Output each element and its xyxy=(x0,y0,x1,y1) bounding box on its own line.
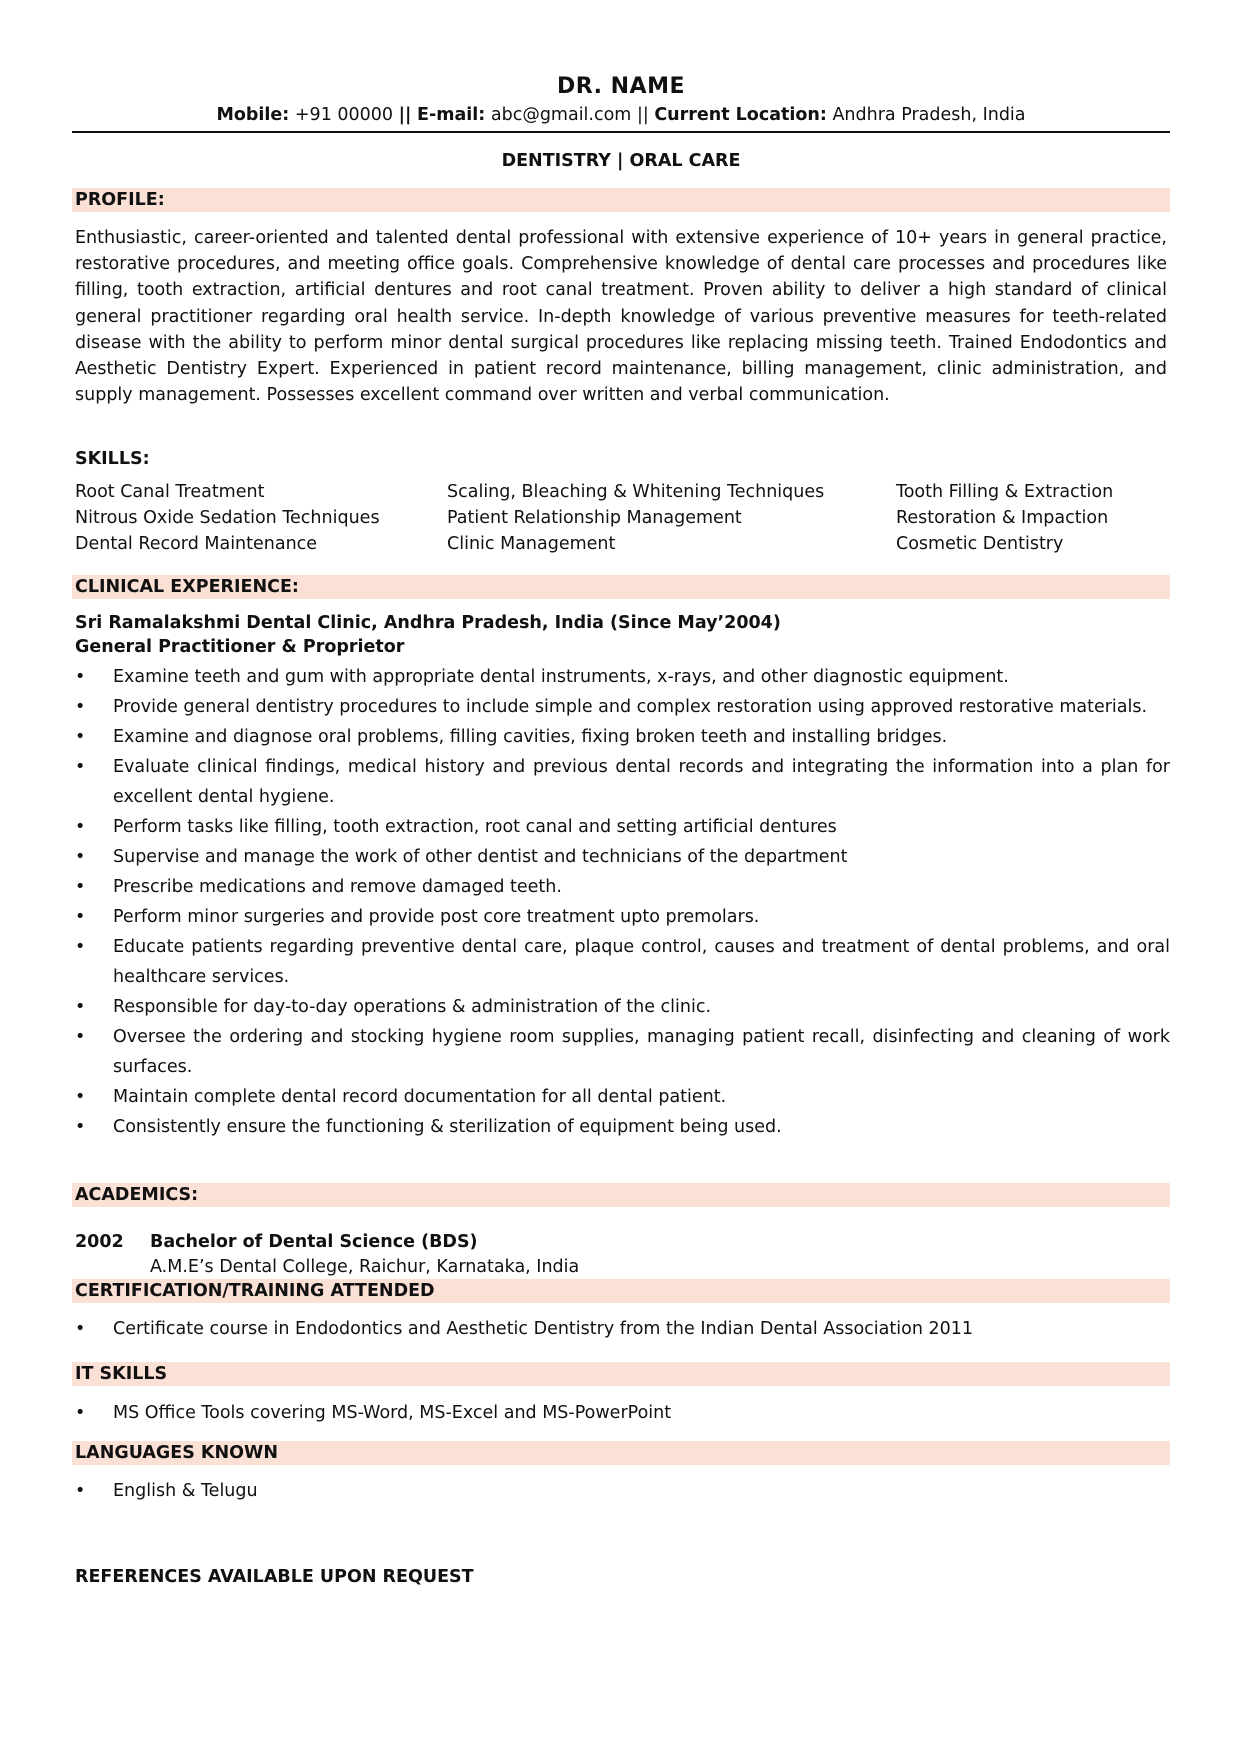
languages-bullet-list xyxy=(72,1476,1170,1506)
skill-item: Nitrous Oxide Sedation Techniques xyxy=(75,508,380,528)
job-title: General Practitioner & Proprietor xyxy=(75,637,405,657)
list-item: • Examine and diagnose oral problems, filling cavities, fixing broken teeth and installing bridges. xyxy=(72,722,1170,752)
list-item: • Evaluate clinical findings, medical history and previous dental records and integrating the information into a plan for excellent dental hygiene. xyxy=(72,752,1170,812)
list-item: • English & Telugu xyxy=(72,1476,1170,1506)
contact-line xyxy=(72,105,1170,125)
section-heading-profile: PROFILE: xyxy=(72,188,1170,212)
profile-summary: Enthusiastic, career-oriented and talented dental professional with extensive experience of 10+ years in general practice, restorative procedures, and meeting office goals. Comprehensive knowledge of dental care processes and procedures like filling, tooth extraction, artificial dentures and root canal treatment. Proven ability to deliver a high standard of clinical general practitioner regarding oral health service. In-depth knowledge of various preventive measures for teeth-related disease with the ability to perform minor dental surgical procedures like replacing missing teeth. Trained Endodontics and Aesthetic Dentistry Expert. Experienced in patient record maintenance, billing management, clinic administration, and supply management. Possesses excellent command over written and verbal communication. xyxy=(75,228,1167,406)
skill-item: Scaling, Bleaching & Whitening Techniques xyxy=(447,482,825,502)
it-skills-bullet-list xyxy=(72,1398,1170,1428)
candidate-name: DR. NAME xyxy=(557,74,685,99)
section-heading-it-skills: IT SKILLS xyxy=(72,1362,1170,1386)
skill-item: Patient Relationship Management xyxy=(447,508,742,528)
email-value: abc@gmail.com xyxy=(490,105,632,125)
location-value: Andhra Pradesh, India xyxy=(832,105,1026,125)
list-item: • Certificate course in Endodontics and Aesthetic Dentistry from the Indian Dental Association 2011 xyxy=(72,1314,1170,1344)
education-institution: A.M.E’s Dental College, Raichur, Karnataka, India xyxy=(150,1257,580,1277)
list-item: • Consistently ensure the functioning & sterilization of equipment being used. xyxy=(72,1112,1170,1142)
skill-item: Dental Record Maintenance xyxy=(75,534,318,554)
separator: || xyxy=(636,105,649,125)
skill-item: Clinic Management xyxy=(447,534,616,554)
section-heading-languages: LANGUAGES KNOWN xyxy=(72,1441,1170,1465)
domain-title: DENTISTRY | ORAL CARE xyxy=(501,151,741,171)
skill-item: Root Canal Treatment xyxy=(75,482,265,502)
list-item: • Provide general dentistry procedures to include simple and complex restoration using approved restorative materials. xyxy=(72,692,1170,722)
list-item: • Perform minor surgeries and provide post core treatment upto premolars. xyxy=(72,902,1170,932)
employer-line: Sri Ramalakshmi Dental Clinic, Andhra Pradesh, India (Since May’2004) xyxy=(75,613,781,633)
mobile-value: +91 00000 xyxy=(294,105,394,125)
list-item: • Supervise and manage the work of other dentist and technicians of the department xyxy=(72,842,1170,872)
list-item: • Oversee the ordering and stocking hygiene room supplies, managing patient recall, disinfecting and cleaning of work surfaces. xyxy=(72,1022,1170,1082)
list-item: • Prescribe medications and remove damaged teeth. xyxy=(72,872,1170,902)
section-heading-experience: CLINICAL EXPERIENCE: xyxy=(72,575,1170,599)
skills-heading: SKILLS: xyxy=(75,449,150,469)
skill-item: Tooth Filling & Extraction xyxy=(896,482,1114,502)
education-year: 2002 xyxy=(75,1232,124,1252)
skill-item: Restoration & Impaction xyxy=(896,508,1109,528)
list-item: • Educate patients regarding preventive dental care, plaque control, causes and treatment of dental problems, and oral healthcare services. xyxy=(72,932,1170,992)
list-item: • MS Office Tools covering MS-Word, MS-Excel and MS-PowerPoint xyxy=(72,1398,1170,1428)
location-label: Current Location: xyxy=(654,105,827,125)
references-note: REFERENCES AVAILABLE UPON REQUEST xyxy=(75,1567,474,1587)
certification-bullet-list xyxy=(72,1314,1170,1344)
skill-item: Cosmetic Dentistry xyxy=(896,534,1064,554)
experience-bullet-list xyxy=(72,662,1170,1142)
list-item: • Responsible for day-to-day operations & administration of the clinic. xyxy=(72,992,1170,1022)
email-label: E-mail: xyxy=(417,105,486,125)
section-heading-certification: CERTIFICATION/TRAINING ATTENDED xyxy=(72,1279,1170,1303)
list-item: • Examine teeth and gum with appropriate dental instruments, x-rays, and other diagnostic equipment. xyxy=(72,662,1170,692)
list-item: • Perform tasks like filling, tooth extraction, root canal and setting artificial dentures xyxy=(72,812,1170,842)
header-divider xyxy=(72,131,1170,133)
mobile-label: Mobile: xyxy=(216,105,290,125)
section-heading-academics: ACADEMICS: xyxy=(72,1183,1170,1207)
list-item: • Maintain complete dental record documentation for all dental patient. xyxy=(72,1082,1170,1112)
education-degree: Bachelor of Dental Science (BDS) xyxy=(150,1232,478,1252)
separator: || xyxy=(398,105,412,125)
